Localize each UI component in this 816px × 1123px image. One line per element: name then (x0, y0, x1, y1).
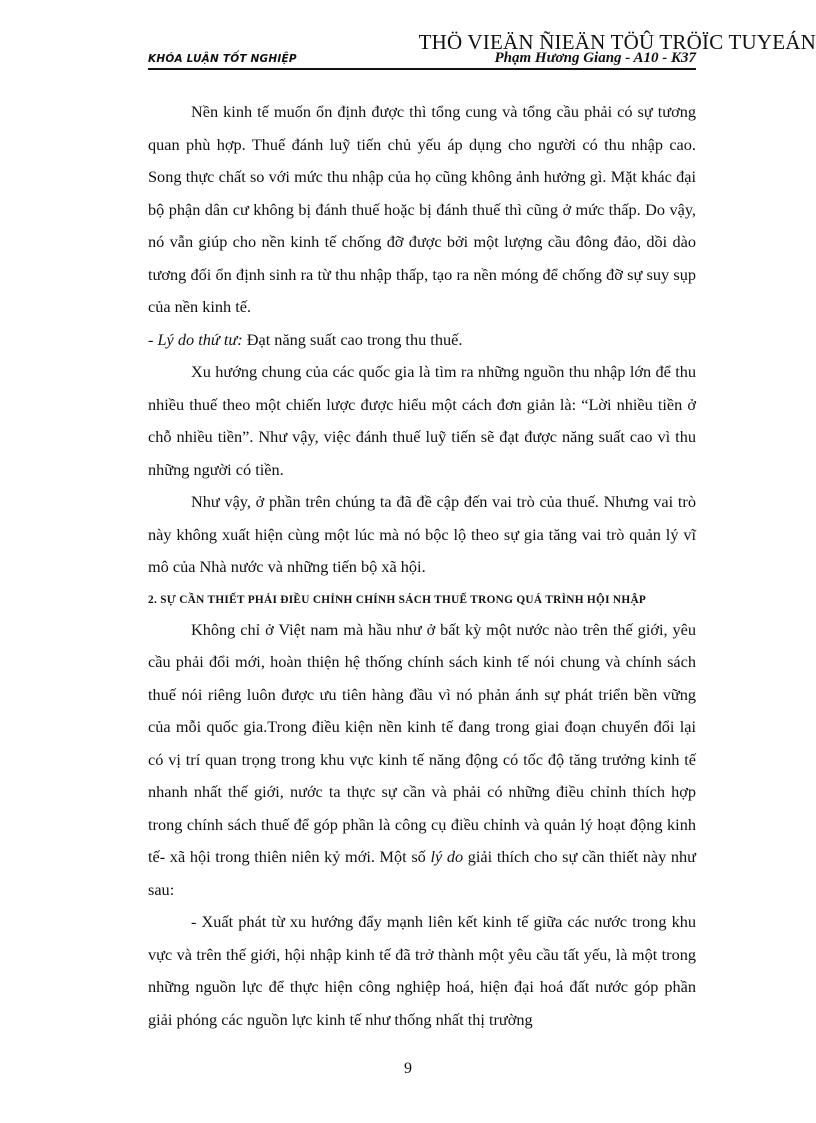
header-author: Phạm Hương Giang - A10 - K37 (494, 50, 696, 66)
bullet-fourth-reason (148, 324, 696, 357)
paragraph-integration-trend: - Xuất phát từ xu hướng đẩy mạnh liên kết kinh tế giữa các nước trong khu vực và trên thế giới, hội nhập kinh tế đã trở thành một yêu cầu tất yếu, là một trong những nguồn lực để thực hiện công nghiệp hoá, hiện đại hoá đất nước góp phần giải phóng các nguồn lực kinh tế như thống nhất thị trường (148, 912, 696, 1029)
paragraph-general-trend: Xu hướng chung của các quốc gia là tìm ra những nguồn thu nhập lớn để thu nhiều thuế theo một chiến lược được hiểu một cách đơn giản là: “Lời nhiều tiền ở chỗ nhiều tiền”. Như vậy, việc đánh thuế luỹ tiến sẽ đạt được năng suất cao vì thu những người có tiền. (148, 362, 696, 479)
policy-reform-end: giải thích cho sự cần thiết này như sau: (148, 847, 697, 899)
page-header (148, 48, 696, 70)
paragraph-economic-stability: Nền kinh tế muốn ổn định được thì tổng cung và tổng cầu phải có sự tương quan phù hợp. Thuế đánh luỹ tiến chủ yếu áp dụng cho người có thu nhập cao. Song thực chất so với mức thu nhập của họ cũng không ảnh hưởng gì. Mặt khác đại bộ phận dân cư không bị đánh thuế hoặc bị đánh thuế thì cũng ở mức thấp. Do vậy, nó vẫn giúp cho nền kinh tế chống đỡ được bởi một lượng cầu đông đảo, dồi dào tương đối ổn định sinh ra từ thu nhập thấp, tạo ra nền móng để chống đỡ sự suy sụp của nền kinh tế. (148, 102, 696, 316)
section-heading: 2. SỰ CẦN THIẾT PHẢI ĐIỀU CHỈNH CHÍNH SÁCH THUẾ TRONG QUÁ TRÌNH HỘI NHẬP (148, 593, 647, 606)
library-watermark: THÖ VIEÄN ÑIEÄN TÖÛ TRÖÏC TUYEÁN (418, 30, 816, 54)
bullet-dash: - (148, 329, 158, 349)
document-body (148, 96, 696, 1036)
header-thesis-title: KHÓA LUẬN TỐT NGHIỆP (148, 53, 297, 65)
page-number: 9 (404, 1060, 412, 1077)
policy-reform-italic: lý do (430, 847, 464, 866)
policy-reform-text: Không chỉ ở Việt nam mà hầu như ở bất kỳ một nước nào trên thế giới, yêu cầu phải đổi mới, hoàn thiện hệ thống chính sách kinh tế nói chung và chính sách thuế nói riêng luôn được ưu tiên hàng đầu vì nó phản ánh sự phát triển bền vững của mỗi quốc gia.Trong điều kiện nền kinh tế đang trong giai đoạn chuyển đổi lại có vị trí quan trọng trong khu vực kinh tế năng động có tốc độ tăng trưởng kinh tế nhanh nhất thế giới, nước ta thực sự cần và phải có những điều chỉnh thích hợp trong chính sách thuế để góp phần là công cụ điều chỉnh và quản lý hoạt động kinh tế- xã hội trong thiên niên kỷ mới. Một số (148, 619, 696, 866)
paragraph-role-summary: Như vậy, ở phần trên chúng ta đã đề cập đến vai trò của thuế. Nhưng vai trò này không xuất hiện cùng một lúc mà nó bộc lộ theo sự gia tăng vai trò quản lý vĩ mô của Nhà nước và những tiến bộ xã hội. (148, 492, 696, 576)
paragraph-policy-reform (148, 614, 696, 907)
bullet-text: Đạt năng suất cao trong thu thuế. (242, 329, 463, 349)
bullet-label: Lý do thứ tư: (157, 329, 243, 349)
